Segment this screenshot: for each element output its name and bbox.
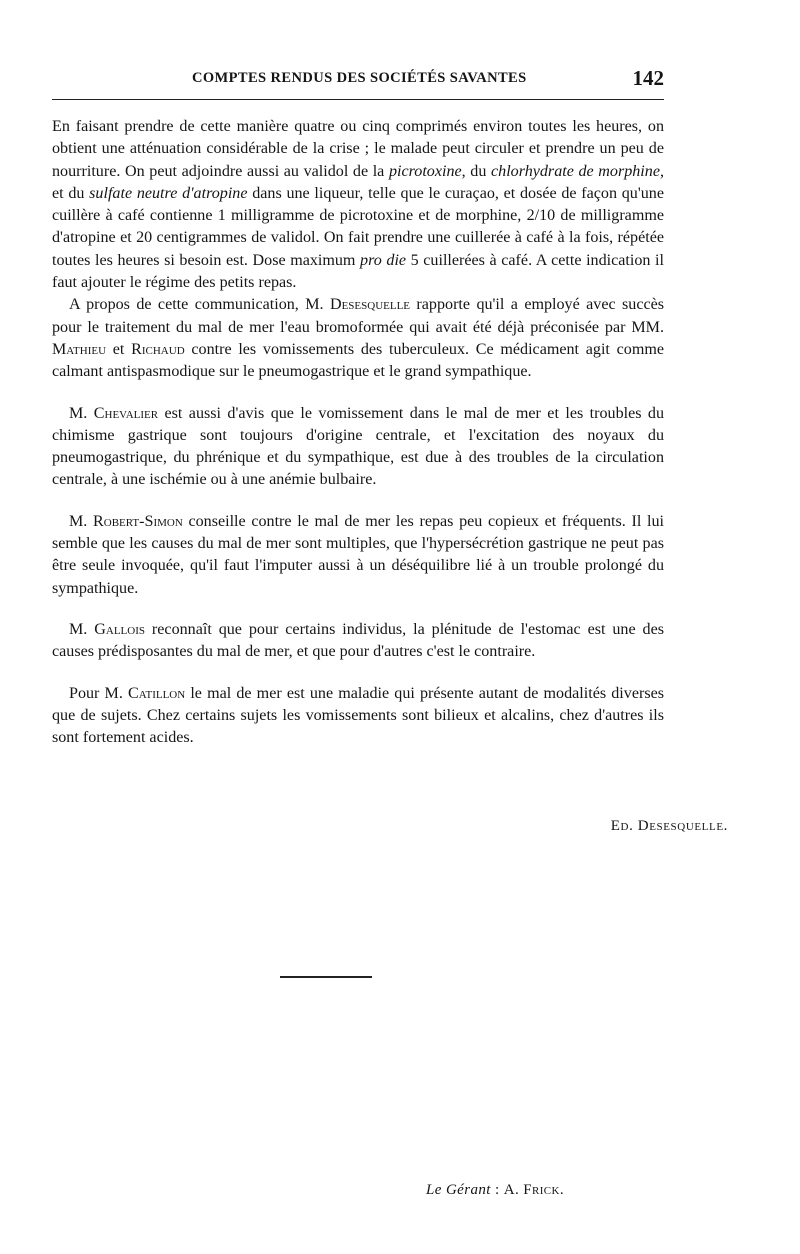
gerant-line: [426, 1182, 564, 1199]
author-name: Catillon: [128, 684, 186, 702]
italic-term: sulfate neutre d'atropine: [89, 184, 248, 202]
gerant-label: Le Gérant: [426, 1182, 491, 1198]
paragraph-gallois: [52, 619, 664, 664]
text-run: M.: [69, 620, 95, 638]
text-run: A propos de cette communication, M.: [69, 296, 330, 314]
article-body: [52, 116, 664, 749]
gerant-separator: :: [490, 1182, 504, 1198]
text-run: Pour M.: [69, 684, 129, 702]
paragraph-catillon: [52, 683, 664, 750]
italic-term: chlorhydrate de morphine: [491, 162, 660, 180]
text-run: M.: [69, 512, 94, 530]
page-number: 142: [632, 66, 664, 90]
paragraph-robert-simon: [52, 511, 664, 600]
paragraph-gap: [52, 664, 664, 683]
text-run: En faisant prendre de cette manière quatre ou cinq comprimés environ toutes les heures, on obtient une atténuation considérable de la crise ; le malade peut circuler et prendre un peu de nourriture. On peut adjoindre aussi au validol de la: [52, 118, 664, 180]
end-rule: [280, 976, 372, 978]
paragraph-validol-dosage: [52, 116, 664, 294]
text-run: est aussi d'avis que le vomissement dans le mal de mer et les troubles du chimisme gastrique sont toujours d'origine centrale, et l'excitation des noyaux du pneumogastrique, du phrénique et du sympathique, est due à des troubles de la circulation centrale, à une ischémie ou à une anémie bulbaire.: [52, 404, 665, 489]
header-rule: [52, 99, 664, 100]
author-name: Mathieu: [52, 340, 107, 358]
text-run: dans une liqueur, telle que le curaçao, et dosée de façon qu'une cuillère à café contienne 1 milligramme de picrotoxine et de morphine, 2/10 de milligramme d'atropine et 20 centigrammes de validol. On fait prendre une cuillerée à café à la fois, répétée toutes les heures si besoin est. Dose maximum: [52, 184, 664, 269]
author-name: Desesquelle: [329, 296, 411, 314]
author-name: Robert-Simon: [93, 512, 183, 530]
author-name: Gallois: [94, 620, 145, 638]
text-run: et: [106, 340, 132, 358]
paragraph-desesquelle: [52, 294, 664, 383]
text-run: M.: [69, 404, 94, 422]
paragraph-gap: [52, 384, 664, 403]
text-run: rapporte qu'il a employé avec succès pour le traitement du mal de mer l'eau bromoformée qui avait été déjà préconisée par MM.: [52, 296, 665, 336]
text-run: conseille contre le mal de mer les repas peu copieux et fréquents. Il lui semble que les causes du mal de mer sont multiples, que l'hypersécrétion gastrique ne peut pas être seule invoquée, qu'il faut l'imputer aussi à un déséquilibre lié à un trouble prolongé du sympathique.: [52, 512, 664, 597]
running-title: COMPTES RENDUS DES SOCIÉTÉS SAVANTES: [192, 70, 527, 86]
text-run: 5 cuillerées à café. A cette indication il faut ajouter le régime des petits repas.: [52, 251, 664, 292]
text-run: contre les vomissements des tuberculeux. Ce médicament agit comme calmant antispasmodique sur le pneumogastrique et le grand sympathique.: [52, 340, 664, 381]
paragraph-chevalier: [52, 403, 664, 492]
text-run: reconnaît que pour certains individus, la plénitude de l'estomac est une des causes prédisposantes du mal de mer, et que pour d'autres c'est le contraire.: [52, 620, 665, 661]
paragraph-gap: [52, 492, 664, 511]
text-run: , et du: [52, 162, 664, 202]
gerant-name: A. Frick.: [503, 1182, 565, 1198]
running-head: [52, 66, 664, 96]
author-name: Richaud: [131, 340, 185, 358]
author-name: Chevalier: [93, 404, 159, 422]
paragraph-gap: [52, 600, 664, 619]
text-run: , du: [461, 162, 492, 180]
author-signature: Ed. Desesquelle.: [610, 818, 728, 834]
italic-term: picrotoxine: [388, 162, 462, 180]
text-run: le mal de mer est une maladie qui présente autant de modalités diverses que de sujets. Chez certains sujets les vomissements sont bilieux et alcalins, chez d'autres ils sont fortement acides.: [52, 684, 664, 747]
italic-term: pro die: [360, 251, 407, 269]
